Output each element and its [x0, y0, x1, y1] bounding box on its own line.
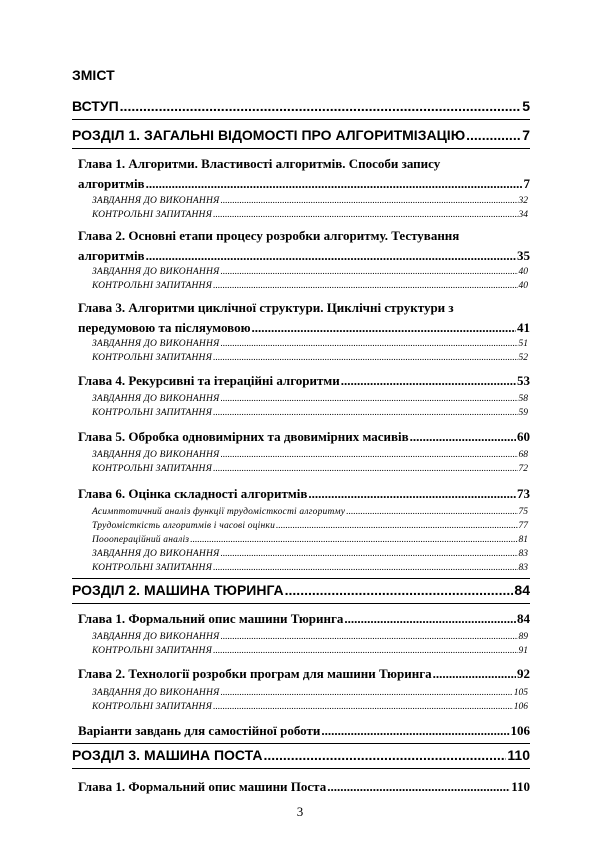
toc-entry-subsection[interactable] [92, 535, 528, 545]
toc-entry-variants[interactable] [78, 723, 530, 739]
toc-label-line1: Глава 3. Алгоритми циклічної структури. Циклічні структури з [78, 300, 454, 315]
leader-dots [221, 632, 518, 642]
leader-dots [321, 723, 509, 739]
leader-dots [213, 210, 517, 220]
divider [72, 603, 530, 604]
leader-dots [308, 486, 516, 502]
toc-label-line1: Глава 2. Основні етапи процесу розробки алгоритму. Тестування [78, 228, 460, 243]
leader-dots [433, 666, 516, 682]
leader-dots [146, 248, 516, 264]
toc-label: ЗАВДАННЯ ДО ВИКОНАННЯ [92, 196, 220, 206]
toc-label: Асимптотичний аналіз функції трудомісткості алгоритму [92, 507, 346, 517]
leader-dots [466, 127, 521, 143]
toc-entry-subsection[interactable] [92, 688, 528, 698]
toc-page: 91 [518, 646, 528, 656]
toc-label: КОНТРОЛЬНІ ЗАПИТАННЯ [92, 563, 213, 573]
toc-page: 84 [514, 582, 530, 598]
divider [72, 119, 530, 120]
toc-page: 77 [518, 521, 528, 531]
toc-page: 34 [518, 210, 528, 220]
toc-entry-subsection[interactable] [92, 563, 528, 573]
toc-entry-subsection[interactable] [92, 632, 528, 642]
leader-dots [221, 394, 518, 404]
toc-entry-chapter[interactable] [78, 156, 530, 192]
leader-dots [327, 779, 510, 795]
leader-dots [221, 339, 518, 349]
toc-label: ЗАВДАННЯ ДО ВИКОНАННЯ [92, 339, 220, 349]
toc-page: 73 [517, 486, 530, 501]
toc-entry-chapter[interactable] [78, 429, 530, 445]
toc-entry-chapter[interactable] [78, 666, 530, 682]
leader-dots [213, 646, 517, 656]
toc-page: 7 [523, 176, 530, 191]
toc-label: ЗАВДАННЯ ДО ВИКОНАННЯ [92, 450, 220, 460]
toc-entry-subsection[interactable] [92, 549, 528, 559]
toc-label: Глава 6. Оцінка складності алгоритмів [78, 486, 308, 501]
toc-label: КОНТРОЛЬНІ ЗАПИТАННЯ [92, 702, 213, 712]
toc-page: 75 [518, 507, 528, 517]
leader-dots [285, 582, 514, 598]
toc-page: 59 [518, 408, 528, 418]
toc-page: 52 [518, 353, 528, 363]
toc-label: РОЗДІЛ 1. ЗАГАЛЬНІ ВІДОМОСТІ ПРО АЛГОРИТМІЗАЦІЮ [72, 127, 466, 143]
toc-label-line1: Глава 1. Алгоритми. Властивості алгоритмів. Способи запису [78, 156, 441, 171]
toc-page: 105 [513, 688, 528, 698]
toc-entry-subsection[interactable] [92, 210, 528, 220]
toc-entry-subsection[interactable] [92, 646, 528, 656]
toc-label: ЗАВДАННЯ ДО ВИКОНАННЯ [92, 549, 220, 559]
toc-entry-subsection[interactable] [92, 196, 528, 206]
toc-page: 110 [511, 779, 530, 794]
toc-page: 41 [517, 320, 530, 335]
leader-dots [341, 373, 516, 389]
toc-label: ВСТУП [72, 98, 119, 114]
toc-page: 110 [507, 747, 530, 763]
divider [72, 148, 530, 149]
leader-dots [263, 747, 506, 763]
toc-label: ЗАВДАННЯ ДО ВИКОНАННЯ [92, 632, 220, 642]
divider [72, 768, 530, 769]
leader-dots [146, 176, 523, 192]
toc-label: Трудомісткість алгоритмів і часові оцінки [92, 521, 276, 531]
toc-entry-subsection[interactable] [92, 521, 528, 531]
toc-title: ЗМІСТ [72, 67, 115, 83]
toc-entry-subsection[interactable] [92, 339, 528, 349]
leader-dots [221, 549, 518, 559]
leader-dots [213, 702, 513, 712]
page-number: 3 [296, 804, 304, 819]
toc-label: ЗАВДАННЯ ДО ВИКОНАННЯ [92, 394, 220, 404]
leader-dots [213, 408, 517, 418]
toc-entry-subsection[interactable] [92, 702, 528, 712]
toc-entry-subsection[interactable] [92, 464, 528, 474]
toc-label: КОНТРОЛЬНІ ЗАПИТАННЯ [92, 646, 213, 656]
toc-entry-subsection[interactable] [92, 394, 528, 404]
toc-entry-section-3[interactable] [72, 747, 530, 763]
toc-page: 5 [522, 98, 530, 114]
toc-entry-subsection[interactable] [92, 450, 528, 460]
leader-dots [120, 98, 522, 114]
toc-label-line2: алгоритмів [78, 176, 145, 191]
toc-page: 106 [513, 702, 528, 712]
leader-dots [221, 267, 518, 277]
toc-page: 40 [518, 267, 528, 277]
toc-entry-chapter[interactable] [78, 373, 530, 389]
toc-label: КОНТРОЛЬНІ ЗАПИТАННЯ [92, 353, 213, 363]
leader-dots [344, 611, 516, 627]
leader-dots [252, 320, 516, 336]
toc-entry-intro[interactable] [72, 98, 530, 114]
toc-label: КОНТРОЛЬНІ ЗАПИТАННЯ [92, 408, 213, 418]
toc-entry-chapter[interactable] [78, 611, 530, 627]
toc-label: ЗАВДАННЯ ДО ВИКОНАННЯ [92, 688, 220, 698]
divider [72, 743, 530, 744]
leader-dots [346, 507, 517, 517]
divider [72, 578, 530, 579]
toc-page: 60 [517, 429, 530, 444]
toc-page: 92 [517, 666, 530, 681]
toc-label: КОНТРОЛЬНІ ЗАПИТАННЯ [92, 464, 213, 474]
toc-page: 40 [518, 281, 528, 291]
toc-entry-subsection[interactable] [92, 267, 528, 277]
toc-page: 51 [518, 339, 528, 349]
toc-label-line2: алгоритмів [78, 248, 145, 263]
toc-page: 35 [517, 248, 530, 263]
leader-dots [221, 450, 518, 460]
leader-dots [213, 464, 517, 474]
toc-entry-chapter[interactable] [78, 228, 530, 264]
toc-page: 53 [517, 373, 530, 388]
toc-page: 83 [518, 549, 528, 559]
toc-label: Глава 1. Формальний опис машини Поста [78, 779, 327, 794]
toc-entry-subsection[interactable] [92, 353, 528, 363]
toc-page: 81 [518, 535, 528, 545]
toc-entry-chapter[interactable] [78, 486, 530, 502]
toc-label: Глава 1. Формальний опис машини Тюринга [78, 611, 344, 626]
toc-entry-chapter[interactable] [78, 300, 530, 336]
toc-label: Глава 5. Обробка одновимірних та двовимірних масивів [78, 429, 409, 444]
toc-page: 58 [518, 394, 528, 404]
toc-page: 83 [518, 563, 528, 573]
leader-dots [213, 353, 517, 363]
leader-dots [276, 521, 517, 531]
toc-entry-chapter[interactable] [78, 779, 530, 795]
toc-page: 68 [518, 450, 528, 460]
toc-label: Глава 2. Технології розробки програм для машини Тюринга [78, 666, 432, 681]
toc-entry-subsection[interactable] [92, 408, 528, 418]
toc-label: КОНТРОЛЬНІ ЗАПИТАННЯ [92, 210, 213, 220]
toc-page: 89 [518, 632, 528, 642]
toc-label: РОЗДІЛ 3. МАШИНА ПОСТА [72, 747, 263, 763]
leader-dots [410, 429, 516, 445]
toc-page: 106 [510, 723, 530, 738]
toc-entry-subsection[interactable] [92, 281, 528, 291]
leader-dots [221, 196, 518, 206]
toc-label: РОЗДІЛ 2. МАШИНА ТЮРИНГА [72, 582, 284, 598]
toc-label: ЗАВДАННЯ ДО ВИКОНАННЯ [92, 267, 220, 277]
toc-page: 7 [522, 127, 530, 143]
toc-label-line2: передумовою та післяумовою [78, 320, 251, 335]
toc-label: КОНТРОЛЬНІ ЗАПИТАННЯ [92, 281, 213, 291]
toc-entry-section-1[interactable] [72, 127, 530, 143]
toc-label: Глава 4. Рекурсивні та ітераційні алгоритми [78, 373, 340, 388]
leader-dots [221, 688, 513, 698]
toc-label: Пооопераційний аналіз [92, 535, 190, 545]
toc-label: Варіанти завдань для самостійної роботи [78, 723, 321, 738]
toc-entry-subsection[interactable] [92, 507, 528, 517]
leader-dots [213, 281, 517, 291]
leader-dots [190, 535, 517, 545]
leader-dots [213, 563, 517, 573]
toc-entry-section-2[interactable] [72, 582, 530, 598]
toc-page: 32 [518, 196, 528, 206]
toc-page: 84 [517, 611, 530, 626]
toc-page: 72 [518, 464, 528, 474]
